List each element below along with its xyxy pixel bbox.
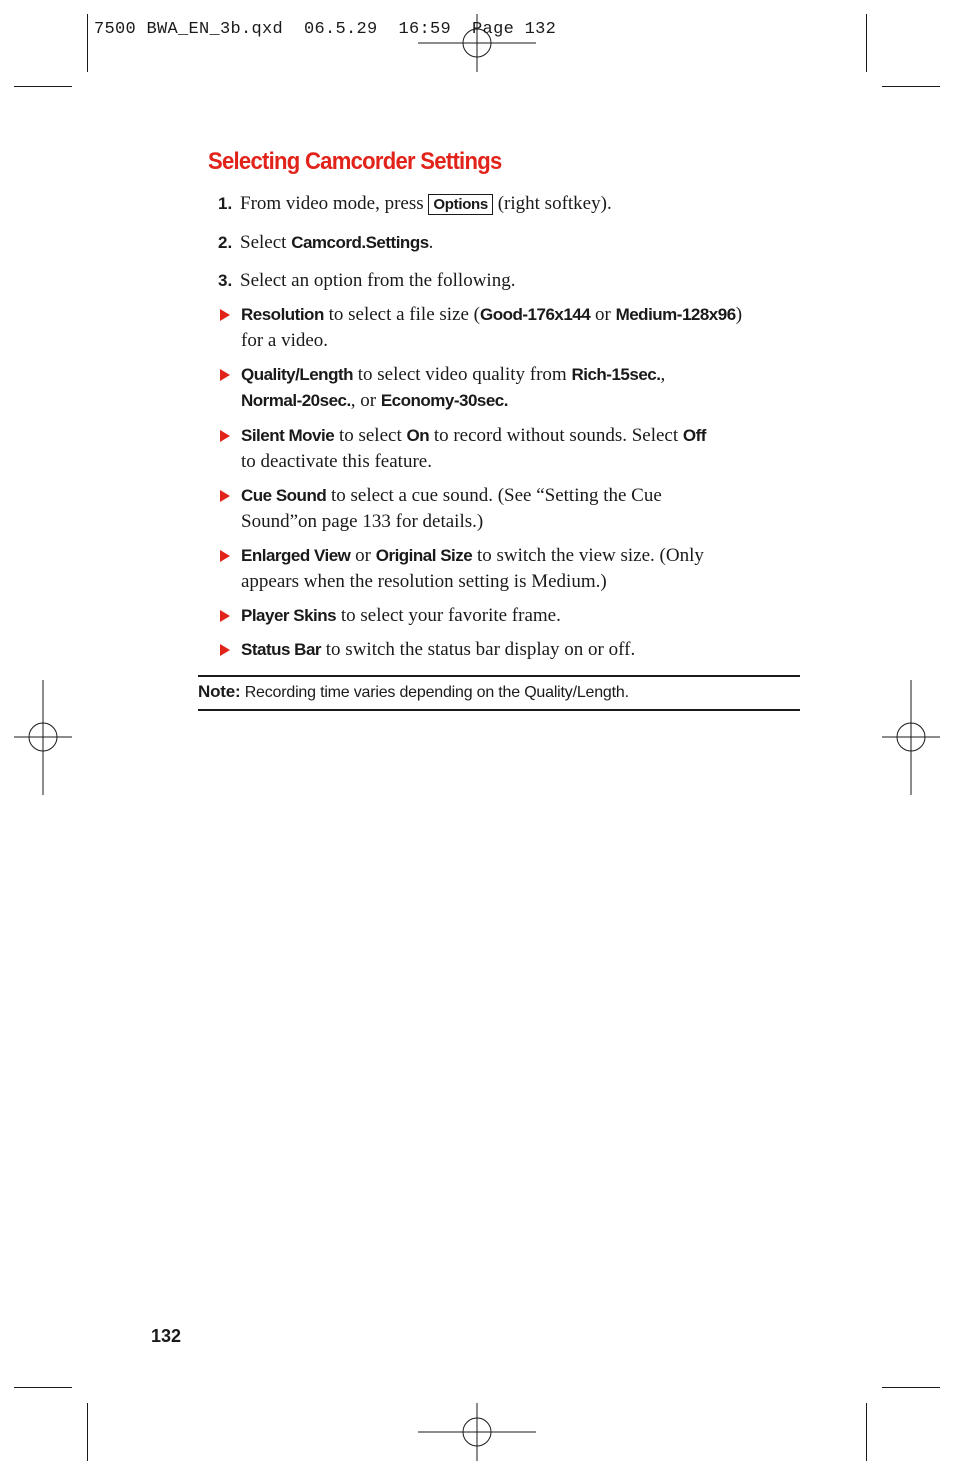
step-number: 3. bbox=[218, 271, 233, 290]
crop-mark bbox=[866, 14, 867, 72]
step-number: 2. bbox=[218, 233, 233, 252]
print-slug: 7500 BWA_EN_3b.qxd 06.5.29 16:59 Page 132 bbox=[94, 20, 557, 39]
bullet-arrow-icon bbox=[220, 644, 230, 656]
crop-mark bbox=[882, 86, 940, 87]
crop-mark bbox=[866, 1403, 867, 1461]
registration-mark-left bbox=[14, 680, 72, 795]
step-3: 3. Select an option from the following. bbox=[218, 268, 515, 294]
note-rule-top bbox=[198, 675, 800, 677]
step-2: 2. Select Camcord.Settings. bbox=[218, 230, 433, 256]
options-softkey[interactable]: Options bbox=[428, 194, 493, 215]
step-1: 1. From video mode, press Options (right softkey). bbox=[218, 191, 612, 217]
section-title: Selecting Camcorder Settings bbox=[208, 148, 502, 175]
camcord-settings-menu-item: Camcord.Settings bbox=[291, 233, 429, 252]
crop-mark bbox=[87, 14, 88, 72]
bullet-arrow-icon bbox=[220, 369, 230, 381]
crop-mark bbox=[87, 1403, 88, 1461]
step-number: 1. bbox=[218, 194, 233, 213]
page-number: 132 bbox=[151, 1326, 182, 1346]
crop-mark bbox=[14, 1387, 72, 1388]
bullet-arrow-icon bbox=[220, 309, 230, 321]
note bbox=[198, 679, 800, 706]
crop-mark bbox=[14, 86, 72, 87]
note-text: Recording time varies depending on the Quality/Length. bbox=[240, 684, 629, 701]
bullet-arrow-icon bbox=[220, 490, 230, 502]
bullet-arrow-icon bbox=[220, 550, 230, 562]
registration-mark-right bbox=[882, 680, 940, 795]
note-rule-bottom bbox=[198, 709, 800, 711]
note-label: Note: bbox=[198, 682, 241, 701]
crop-mark bbox=[882, 1387, 940, 1388]
bullet-arrow-icon bbox=[220, 610, 230, 622]
registration-mark-bottom bbox=[418, 1403, 536, 1461]
bullet-arrow-icon bbox=[220, 430, 230, 442]
